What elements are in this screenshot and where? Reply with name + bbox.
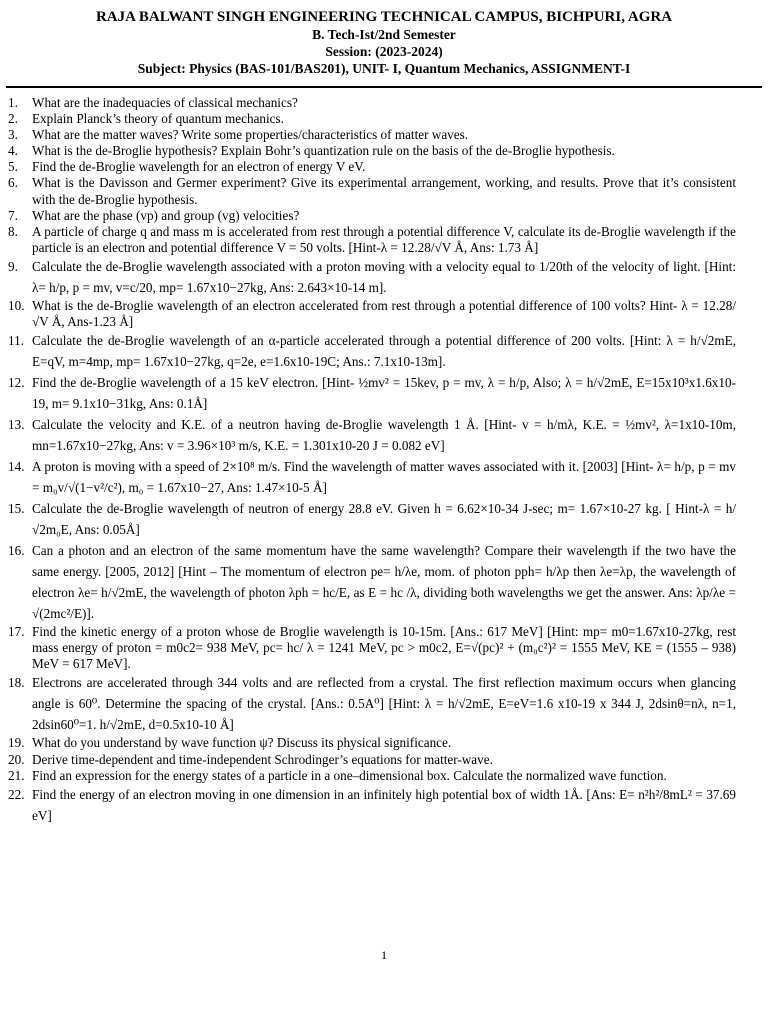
question-text: Derive time-dependent and time-independent Schrodinger’s equations for matter-wave. xyxy=(32,751,493,767)
session-line: Session: (2023-2024) xyxy=(325,44,443,59)
question-text: Find the kinetic energy of a proton whose de Broglie wavelength is 10-15m. [Ans.: 617 MeV] [Hint: mp= m0=1.67x10-27kg, rest mass energy of proton = m0c2= 938 MeV, pc= hc/ λ = 1241 MeV, pc > m0c2, E=√(pc)² + (m₀c²)² = 1555 MeV, KE = (1555 – 938) MeV = 617 MeV]. xyxy=(32,624,736,672)
question-number: 5. xyxy=(8,159,18,175)
page-number: 1 xyxy=(381,948,387,962)
question-number: 11. xyxy=(8,333,24,349)
question-number: 10. xyxy=(8,297,25,313)
question-text: Find the energy of an electron moving in one dimension in an infinitely high potential box of width 1Å. [Ans: E= n²h²/8mL² = 37.69 eV] xyxy=(32,786,736,823)
question-number: 13. xyxy=(8,417,25,433)
question-text: A particle of charge q and mass m is accelerated from rest through a potential difference V, calculate its de-Broglie wavelength if the particle is an electron and potential difference V = 50 volts. [Hint-λ = 12.28/√V Å, Ans: 1.73 Å] xyxy=(32,223,736,255)
question-number: 2. xyxy=(8,111,18,127)
question-text: What is the de-Broglie hypothesis? Explain Bohr’s quantization rule on the basis of the de-Broglie hypothesis. xyxy=(32,143,615,159)
question-text: Calculate the velocity and K.E. of a neutron having de-Broglie wavelength 1 Å. [Hint- v = h/mλ, K.E. = ½mv², λ=1x10-10m, mn=1.67x10−27kg, Ans: v = 3.96×10³ m/s, K.E. = 1.301x10-20 J = 0.082 eV] xyxy=(32,417,736,454)
list-item xyxy=(8,784,736,826)
list-item xyxy=(8,95,736,111)
list-item xyxy=(8,752,736,768)
institution-title: RAJA BALWANT SINGH ENGINEERING TECHNICAL CAMPUS, BICHPURI, AGRA xyxy=(95,9,673,25)
question-text: Find the de-Broglie wavelength for an electron of energy V eV. xyxy=(32,159,366,175)
list-item xyxy=(8,498,736,540)
list-item xyxy=(8,672,736,735)
question-number: 9. xyxy=(8,258,18,274)
question-list xyxy=(8,95,736,826)
question-text: What are the matter waves? Write some properties/characteristics of matter waves. xyxy=(32,127,469,143)
question-number: 18. xyxy=(8,675,25,691)
question-number: 7. xyxy=(8,207,18,223)
question-text: Calculate the de-Broglie wavelength of neutron of energy 28.8 eV. Given h = 6.62×10-34 J-sec; m= 1.67×10-27 kg. [ Hint-λ = h/√2m₀E, Ans: 0.05Å] xyxy=(32,501,736,538)
question-number: 21. xyxy=(8,767,25,783)
list-item xyxy=(8,127,736,143)
question-number: 22. xyxy=(8,786,25,802)
list-item xyxy=(8,735,736,751)
question-number: 6. xyxy=(8,175,18,191)
question-text: Electrons are accelerated through 344 volts and are reflected from a crystal. The first reflection maximum occurs when glancing angle is 60⁰. Determine the spacing of the crystal. [Ans.: 0.5A⁰] [Hint: λ = h/√2mE, E=eV=1.6 x10-19 x 344 J, 2dsinθ=nλ, n=1, 2dsin60⁰=1. h/√2mE, d=0.5x10-10 Å] xyxy=(32,675,736,733)
question-number: 19. xyxy=(8,735,25,751)
question-number: 20. xyxy=(8,751,25,767)
question-number: 15. xyxy=(8,501,25,517)
question-text: What do you understand by wave function ψ? Discuss its physical significance. xyxy=(32,735,452,751)
question-number: 17. xyxy=(8,624,25,640)
question-number: 14. xyxy=(8,459,25,475)
list-item xyxy=(8,175,736,207)
list-item xyxy=(8,298,736,330)
question-text: What are the phase (vp) and group (vg) velocities? xyxy=(32,207,300,223)
question-number: 3. xyxy=(8,127,18,143)
question-text: Calculate the de-Broglie wavelength associated with a proton moving with a velocity equal to 1/20th of the velocity of light. [Hint: λ= h/p, p = mv, v=c/20, mp= 1.67x10−27kg, Ans: 2.643×10-14 m]. xyxy=(32,258,736,295)
course-line: B. Tech-Ist/2nd Semester xyxy=(312,27,456,42)
list-item xyxy=(8,456,736,498)
subject-line: Subject: Physics (BAS-101/BAS201), UNIT- I, Quantum Mechanics, ASSIGNMENT-I xyxy=(137,61,631,76)
list-item xyxy=(8,224,736,256)
question-text: Explain Planck’s theory of quantum mechanics. xyxy=(32,111,284,127)
list-item xyxy=(8,540,736,624)
question-text: Can a photon and an electron of the same momentum have the same wavelength? Compare their wavelength if the two have the same energy. [2005, 2012] [Hint – The momentum of electron pe= h/λe, mom. of photon pph= h/λp then λe=λp, the wavelength of electron λe= h/√2mE, the wavelength of photon λph = hc/E, as E = hc /λ, dividing both wavelengths we get the answer. Ans: λp/λe = √(2mc²/E)]. xyxy=(32,543,736,622)
question-number: 8. xyxy=(8,223,18,239)
question-number: 12. xyxy=(8,375,25,391)
list-item xyxy=(8,330,736,372)
question-number: 16. xyxy=(8,543,25,559)
list-item xyxy=(8,768,736,784)
question-text: What is the Davisson and Germer experiment? Give its experimental arrangement, working, and results. Prove that it’s consistent with the de-Broglie hypothesis. xyxy=(32,175,736,207)
question-number: 4. xyxy=(8,143,18,159)
question-text: What are the inadequacies of classical mechanics? xyxy=(32,95,298,110)
question-text: Find the de-Broglie wavelength of a 15 keV electron. [Hint- ½mv² = 15kev, p = mv, λ = h/p, Also; λ = h/√2mE, E=15x10³x1.6x10-19, m= 9.1x10−31kg, Ans: 0.1Å] xyxy=(32,375,736,412)
list-item xyxy=(8,414,736,456)
header-divider xyxy=(6,86,762,88)
list-item xyxy=(8,159,736,175)
question-text: Find an expression for the energy states of a particle in a one–dimensional box. Calculate the normalized wave function. xyxy=(32,767,667,783)
question-text: A proton is moving with a speed of 2×10⁸ m/s. Find the wavelength of matter waves associated with it. [2003] [Hint- λ= h/p, p = mv = m₀v/√(1−v²/c²), m₀ = 1.67x10−27, Ans: 1.47×10-5 Å] xyxy=(32,459,736,496)
question-number: 1. xyxy=(8,95,18,110)
list-item xyxy=(8,208,736,224)
question-text: What is the de-Broglie wavelength of an electron accelerated from rest through a potential difference of 100 volts? Hint- λ = 12.28/√V Å, Ans-1.23 Å] xyxy=(32,297,736,330)
document-header xyxy=(0,8,768,77)
list-item xyxy=(8,256,736,298)
list-item xyxy=(8,111,736,127)
list-item xyxy=(8,624,736,672)
question-text: Calculate the de-Broglie wavelength of an α-particle accelerated through a potential difference of 200 volts. [Hint: λ = h/√2mE, E=qV, m=4mp, mp= 1.67x10−27kg, q=2e, e=1.6x10-19C; Ans.: 7.1x10-13m]. xyxy=(32,333,736,370)
list-item xyxy=(8,372,736,414)
list-item xyxy=(8,143,736,159)
